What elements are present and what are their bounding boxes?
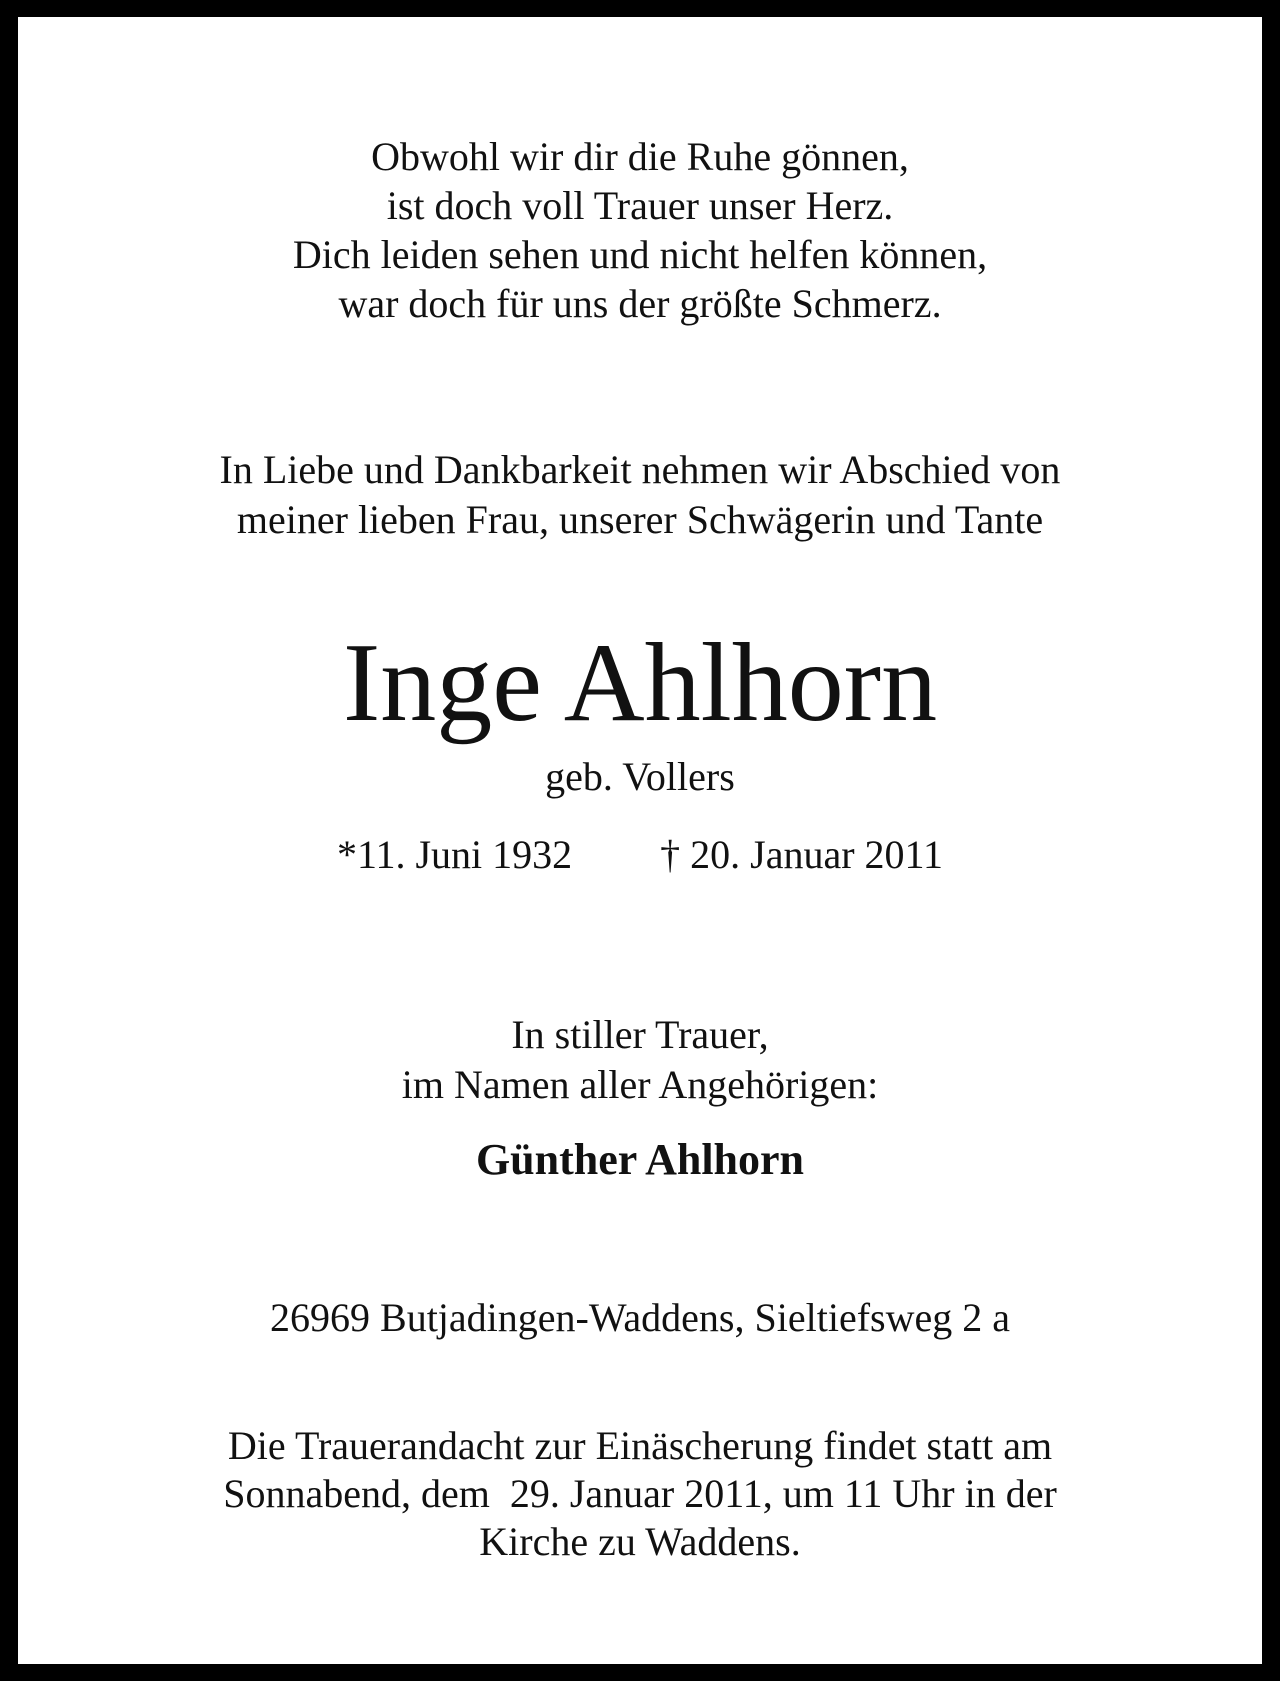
poem-verse [18, 132, 1262, 328]
service-line: Kirche zu Waddens. [479, 1519, 801, 1564]
farewell-line: meiner lieben Frau, unserer Schwägerin und Tante [236, 497, 1044, 542]
mourning-text [18, 1010, 1262, 1110]
mourner-name: Günther Ahlhorn [475, 1135, 805, 1184]
poem-line: ist doch voll Trauer unser Herz. [386, 183, 894, 228]
deceased-name: Inge Ahlhorn [342, 621, 938, 745]
poem-line: Dich leiden sehen und nicht helfen können, [292, 232, 988, 277]
service-line: Sonnabend, dem 29. Januar 2011, um 11 Uhr in der [223, 1471, 1057, 1516]
farewell-text [18, 445, 1262, 545]
mourning-line: im Namen aller Angehörigen: [401, 1062, 879, 1107]
farewell-line: In Liebe und Dankbarkeit nehmen wir Abschied von [219, 447, 1061, 492]
death-date: † 20. Januar 2011 [660, 832, 944, 877]
maiden-name: geb. Vollers [545, 754, 735, 799]
life-dates [18, 830, 1262, 880]
service-announcement [18, 1422, 1262, 1566]
poem-line: Obwohl wir dir die Ruhe gönnen, [371, 134, 909, 179]
family-address: 26969 Butjadingen-Waddens, Sieltiefsweg 2 a [270, 1295, 1010, 1340]
mourning-line: In stiller Trauer, [511, 1012, 769, 1057]
service-line: Die Trauerandacht zur Einäscherung findet statt am [227, 1423, 1053, 1468]
birth-date: *11. Juni 1932 [336, 832, 573, 877]
poem-line: war doch für uns der größte Schmerz. [338, 281, 942, 326]
